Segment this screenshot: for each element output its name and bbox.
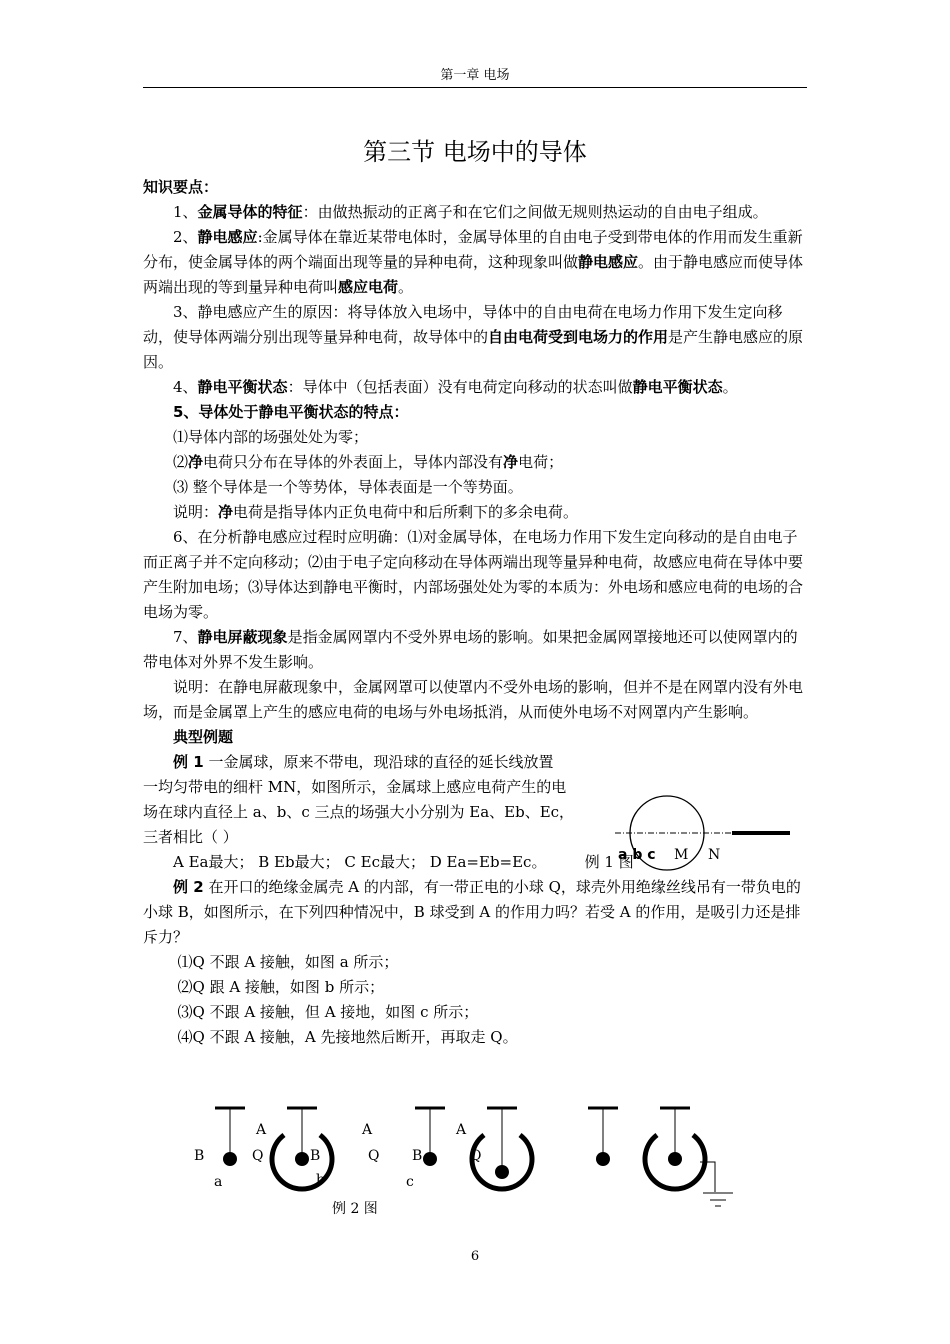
heading-points: 知识要点： <box>143 178 219 196</box>
label-a: a <box>214 1174 223 1190</box>
examples-heading: 典型例题 <box>173 728 234 746</box>
label-abc: a b c <box>618 847 656 863</box>
case-4: ⑷Q 不跟 A 接触，A 先接地然后断开，再取走 Q。 <box>177 1028 518 1046</box>
label-Q2: Q <box>368 1148 380 1164</box>
page-number: 6 <box>470 1249 480 1264</box>
feature-3: ⑶ 整个导体是一个等势体，导体表面是一个等势面。 <box>173 478 523 496</box>
label-B3: B <box>412 1148 423 1164</box>
figure-example-1 <box>610 795 810 875</box>
ball-Q-a <box>295 1152 309 1166</box>
label-b: b <box>316 1172 325 1188</box>
page-header: 第一章 电场 <box>143 64 807 88</box>
label-Q3: Q <box>470 1148 482 1164</box>
ball-Q-c <box>668 1152 682 1166</box>
example-1-line-2: 一均匀带电的细杆 MN，如图所示，金属球上感应电荷产生的电 <box>143 778 567 796</box>
label-Q1: Q <box>252 1148 264 1164</box>
note-1: 说明：净电荷是指导体内正负电荷中和后所剩下的多余电荷。 <box>173 503 579 521</box>
section-title: 第三节 电场中的导体 <box>363 138 587 166</box>
example-1-line-1: 例 1 一金属球，原来不带电，现沿球的直径的延长线放置 <box>173 753 554 771</box>
ball-B-b <box>423 1152 437 1166</box>
example-1-options: A Ea最大； B Eb最大； C Ec最大； D Ea=Eb=Ec。 例 1 图 <box>173 853 634 871</box>
note-2: 说明：在静电屏蔽现象中，金属网罩可以使罩内不受外电场的影响，但并不是在网罩内没有外电场，而是金属罩上产生的感应电荷的电场与外电场抵消，从而使外电场不对网罩内产生影响。 <box>143 678 804 721</box>
content <box>143 175 807 1050</box>
setup-c <box>588 1108 733 1206</box>
case-2: ⑵Q 跟 A 接触，如图 b 所示； <box>177 978 385 996</box>
label-A2: A <box>362 1122 373 1138</box>
ball-B-c <box>596 1152 610 1166</box>
feature-2: ⑵净电荷只分布在导体的外表面上，导体内部没有净电荷； <box>173 453 564 471</box>
label-N: N <box>708 847 721 863</box>
case-3: ⑶Q 不跟 A 接触，但 A 接地，如图 c 所示； <box>177 1003 479 1021</box>
point-3: 3、静电感应产生的原因：将导体放入电场中，导体中的自由电荷在电场力作用下发生定向移动，使导体两端分别出现等量异种电荷，故导体中的自由电荷受到电场力的作用是产生静电感应的原因。 <box>143 303 804 371</box>
point-7: 7、静电屏蔽现象是指金属网罩内不受外界电场的影响。如果把金属网罩接地还可以使网罩内的带电体对外界不发生影响。 <box>143 628 798 671</box>
figure-2-caption: 例 2 图 <box>332 1201 378 1217</box>
point-4: 4、静电平衡状态：导体中（包括表面）没有电荷定向移动的状态叫做静电平衡状态。 <box>173 378 738 396</box>
point-1: 1、金属导体的特征：由做热振动的正离子和在它们之间做无规则热运动的自由电子组成。 <box>173 203 768 221</box>
point-2: 2、静电感应:金属导体在靠近某带电体时，金属导体里的自由电子受到带电体的作用而发生重新分布，使金属导体的两个端面出现等量的异种电荷，这种现象叫做静电感应。由于静电感应而使导体两端出现的等到量异种电荷叫感应电荷。 <box>143 228 804 296</box>
ball-B-a <box>223 1152 237 1166</box>
label-A1: A <box>256 1122 267 1138</box>
point-5: 5、导体处于静电平衡状态的特点： <box>173 403 409 421</box>
label-B1: B <box>194 1148 205 1164</box>
ball-Q-b <box>495 1165 509 1179</box>
example-1-line-4: 三者相比（ ） <box>143 828 238 846</box>
label-M: M <box>674 847 689 863</box>
case-1: ⑴Q 不跟 A 接触，如图 a 所示； <box>177 953 399 971</box>
example-2: 例 2 在开口的绝缘金属壳 A 的内部，有一带正电的小球 Q，球壳外用绝缘丝线吊有一带负电的小球 B，如图所示，在下列四种情况中，B 球受到 A 的作用力吗？若受 A 的作用，是吸引力还是排斥力？ <box>143 878 801 946</box>
label-A3: A <box>456 1122 467 1138</box>
example-1-figure-caption: 例 1 图 <box>584 853 634 871</box>
figure-1-svg <box>610 795 810 875</box>
point-6: 6、在分析静电感应过程时应明确：⑴对金属导体，在电场力作用下发生定向移动的是自由电子而正离子并不定向移动；⑵由于电子定向移动在导体两端出现等量异种电荷，故感应电荷在导体中要产生附加电场；⑶导体达到静电平衡时，内部场强处处为零的本质为：外电场和感应电荷的电场的合电场为零。 <box>143 528 804 621</box>
label-c: c <box>406 1174 414 1190</box>
example-1-line-3: 场在球内直径上 a、b、c 三点的场强大小分别为 Ea、Eb、Ec， <box>143 803 575 821</box>
figure-example-2 <box>180 1100 760 1220</box>
feature-1: ⑴导体内部的场强处处为零； <box>173 428 369 446</box>
label-B2: B <box>310 1148 321 1164</box>
